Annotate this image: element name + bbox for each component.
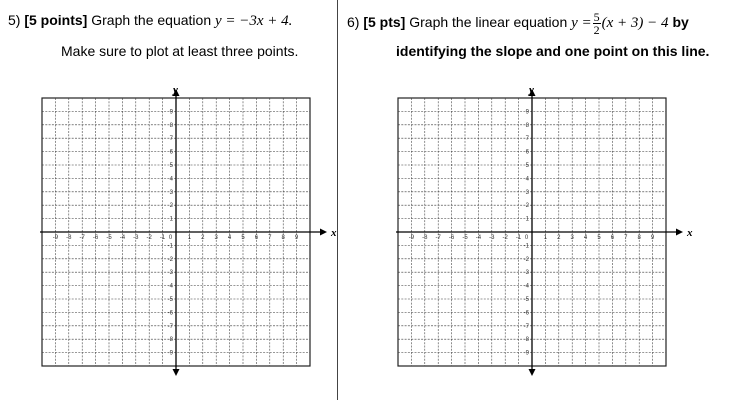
x-tick-label: -9 bbox=[408, 235, 415, 241]
x-tick-label: 5 bbox=[597, 235, 601, 241]
x-tick-label: 4 bbox=[583, 235, 588, 241]
x-tick-label: -3 bbox=[133, 235, 139, 241]
x-tick-label: 3 bbox=[214, 235, 218, 241]
y-tick-label: -7 bbox=[523, 323, 529, 330]
x-tick-label: -4 bbox=[475, 235, 482, 241]
x-tick-label: 5 bbox=[241, 235, 245, 241]
y-tick-label: -8 bbox=[167, 337, 173, 344]
y-tick-label: -6 bbox=[167, 310, 173, 317]
x-tick-label: -5 bbox=[106, 235, 112, 241]
problem6-eq-rest: (x + 3) − 4 bbox=[601, 14, 669, 31]
y-tick-label: -6 bbox=[523, 310, 529, 317]
y-tick-label: 1 bbox=[525, 216, 529, 223]
x-axis-arrow-icon bbox=[676, 229, 683, 236]
y-tick-label: 8 bbox=[169, 122, 173, 129]
problem5-instruction: Make sure to plot at least three points. bbox=[61, 43, 299, 59]
problem5-points: [5 points] bbox=[24, 12, 88, 28]
x-tick-label: -4 bbox=[119, 235, 126, 241]
coordinate-grid-problem6[interactable] bbox=[394, 86, 694, 380]
x-tick-label: 7 bbox=[624, 235, 628, 241]
problem6-by: by bbox=[672, 13, 689, 30]
y-tick-label: 7 bbox=[525, 136, 529, 143]
x-tick-label: -7 bbox=[79, 235, 85, 241]
y-tick-label: -9 bbox=[523, 350, 529, 357]
problem6-header bbox=[347, 11, 689, 36]
problem5-equation: y = −3x + 4. bbox=[215, 13, 293, 29]
y-tick-label: 2 bbox=[169, 203, 173, 210]
y-axis-arrow-down-icon bbox=[173, 369, 180, 376]
x-tick-label: -8 bbox=[66, 235, 72, 241]
x-tick-label: -9 bbox=[52, 235, 59, 241]
y-tick-label: -1 bbox=[167, 243, 173, 250]
x-tick-label: -5 bbox=[462, 235, 468, 241]
x-tick-label: 8 bbox=[281, 235, 285, 241]
y-tick-label: -2 bbox=[523, 256, 529, 263]
x-axis-label: x bbox=[331, 227, 337, 239]
y-tick-label: 6 bbox=[169, 149, 173, 156]
x-tick-label: -1 bbox=[515, 235, 522, 241]
y-tick-label: 3 bbox=[525, 189, 529, 196]
y-tick-label: 5 bbox=[169, 163, 173, 169]
y-tick-label: 2 bbox=[525, 203, 529, 210]
y-tick-label: 7 bbox=[169, 136, 173, 143]
y-tick-label: -5 bbox=[523, 297, 529, 303]
y-tick-label: -1 bbox=[523, 243, 529, 250]
y-tick-label: 9 bbox=[169, 109, 173, 116]
x-tick-label: -6 bbox=[92, 235, 99, 241]
x-tick-label: -1 bbox=[159, 235, 166, 241]
x-tick-label: 3 bbox=[570, 235, 574, 241]
problem6-prompt: Graph the linear equation bbox=[409, 13, 568, 30]
y-tick-label: 3 bbox=[169, 189, 173, 196]
y-tick-label: -4 bbox=[523, 283, 529, 290]
x-tick-label: -6 bbox=[448, 235, 455, 241]
problem6-points: [5 pts] bbox=[363, 13, 406, 30]
x-tick-label: 9 bbox=[650, 235, 655, 241]
x-tick-label: 6 bbox=[254, 235, 259, 241]
problem6-eq-lhs: y = bbox=[571, 14, 592, 31]
problem6-number: 6) bbox=[347, 13, 360, 30]
x-axis-label: x bbox=[687, 227, 693, 239]
x-tick-label: 0 bbox=[524, 235, 529, 241]
y-tick-label: 8 bbox=[525, 122, 529, 129]
y-tick-label: -3 bbox=[167, 270, 173, 277]
x-tick-label: 7 bbox=[268, 235, 272, 241]
y-axis-label: y bbox=[529, 86, 534, 96]
x-tick-label: -2 bbox=[146, 235, 152, 241]
y-axis-arrow-down-icon bbox=[529, 369, 536, 376]
y-tick-label: 5 bbox=[525, 163, 529, 169]
x-tick-label: -8 bbox=[422, 235, 428, 241]
x-tick-label: -3 bbox=[489, 235, 495, 241]
x-tick-label: 2 bbox=[557, 235, 561, 241]
y-tick-label: 1 bbox=[169, 216, 173, 223]
x-tick-label: 6 bbox=[610, 235, 615, 241]
y-tick-label: -4 bbox=[167, 283, 173, 290]
y-tick-label: 4 bbox=[169, 176, 173, 183]
problem6-instruction: identifying the slope and one point on this line. bbox=[396, 43, 710, 59]
y-tick-label: -7 bbox=[167, 323, 173, 330]
y-tick-label: -5 bbox=[167, 297, 173, 303]
x-tick-label: 0 bbox=[168, 235, 173, 241]
x-tick-label: -7 bbox=[435, 235, 441, 241]
y-tick-label: -3 bbox=[523, 270, 529, 277]
y-tick-label: 4 bbox=[525, 176, 529, 183]
y-tick-label: -9 bbox=[167, 350, 173, 357]
x-axis-arrow-icon bbox=[320, 229, 327, 236]
problem6-fraction bbox=[593, 11, 601, 36]
y-tick-label: 9 bbox=[525, 109, 529, 116]
problem6-frac-numerator: 5 bbox=[593, 10, 600, 24]
y-tick-label: -8 bbox=[523, 337, 529, 344]
problem6-equation bbox=[571, 10, 669, 37]
x-tick-label: 4 bbox=[227, 235, 232, 241]
problem5-header bbox=[8, 11, 292, 30]
x-tick-label: 9 bbox=[294, 235, 299, 241]
y-axis-label: y bbox=[173, 86, 178, 96]
problem5-prompt: Graph the equation bbox=[91, 12, 212, 28]
coordinate-grid-problem5[interactable] bbox=[38, 86, 338, 380]
x-tick-label: 1 bbox=[187, 235, 192, 241]
x-tick-label: 1 bbox=[543, 235, 548, 241]
problem5-number: 5) bbox=[8, 12, 21, 28]
y-tick-label: -2 bbox=[167, 256, 173, 263]
x-tick-label: 8 bbox=[637, 235, 641, 241]
x-tick-label: 2 bbox=[201, 235, 205, 241]
x-tick-label: -2 bbox=[502, 235, 508, 241]
y-tick-label: 6 bbox=[525, 149, 529, 156]
problem6-frac-denominator: 2 bbox=[593, 23, 600, 37]
